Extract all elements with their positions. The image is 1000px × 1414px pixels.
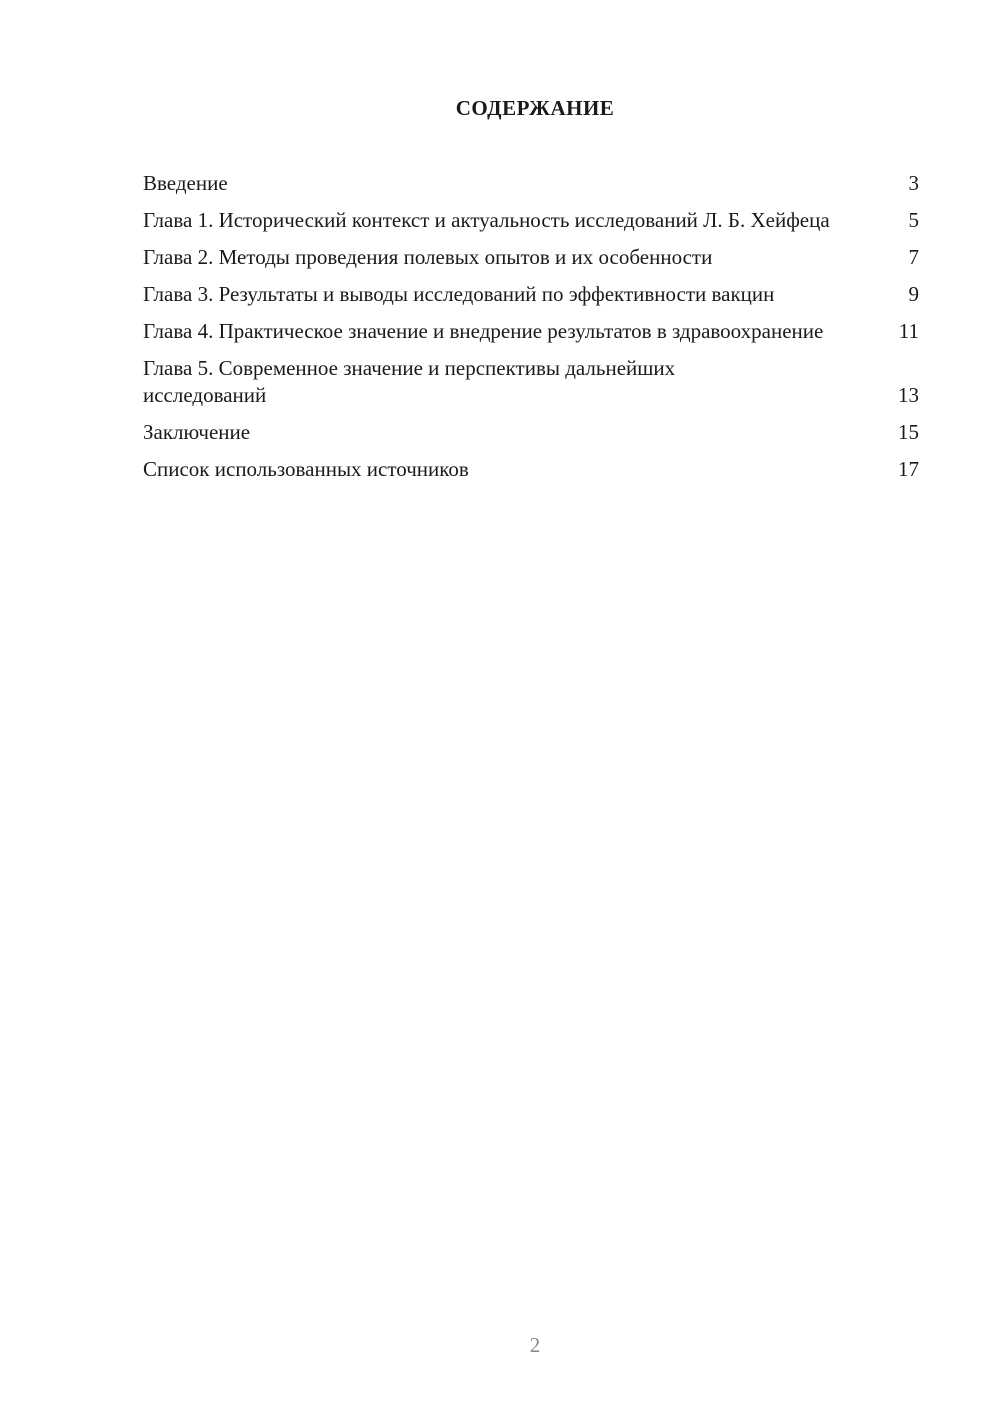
toc-entry-title: Глава 1. Исторический контекст и актуальность исследований Л. Б. Хейфеца [143, 208, 830, 232]
toc-entry-conclusion[interactable] [143, 419, 919, 446]
toc-entry-chapter-5[interactable] [143, 355, 919, 409]
toc-entry-page: 17 [898, 457, 919, 481]
toc-entry-page: 13 [898, 383, 919, 407]
toc-entry-page: 5 [908, 208, 919, 232]
toc-entry-chapter-4[interactable] [143, 318, 919, 345]
toc-entry-title: Глава 2. Методы проведения полевых опытов и их особенности [143, 245, 713, 269]
toc-entry-page: 9 [908, 282, 919, 306]
toc-entry-page: 11 [898, 319, 919, 343]
toc-entry-page: 3 [908, 171, 919, 195]
toc-entry-title: Заключение [143, 420, 251, 444]
toc-entry-title: Введение [143, 171, 228, 195]
toc-entry-references[interactable] [143, 456, 919, 483]
table-of-contents [143, 170, 919, 493]
toc-entry-title: Глава 5. Современное значение и перспективы дальнейших исследований [143, 356, 676, 407]
toc-entry-page: 7 [908, 245, 919, 269]
toc-entry-chapter-2[interactable] [143, 244, 919, 271]
toc-entry-page: 15 [898, 420, 919, 444]
toc-entry-chapter-1[interactable] [143, 207, 919, 234]
toc-entry-title: Глава 4. Практическое значение и внедрение результатов в здравоохранение [143, 319, 824, 343]
page-title: СОДЕРЖАНИЕ [455, 96, 615, 120]
page-number: 2 [529, 1333, 541, 1357]
toc-entry-introduction[interactable] [143, 170, 919, 197]
toc-entry-title: Список использованных источников [143, 457, 469, 481]
toc-entry-title: Глава 3. Результаты и выводы исследований по эффективности вакцин [143, 282, 775, 306]
toc-entry-chapter-3[interactable] [143, 281, 919, 308]
